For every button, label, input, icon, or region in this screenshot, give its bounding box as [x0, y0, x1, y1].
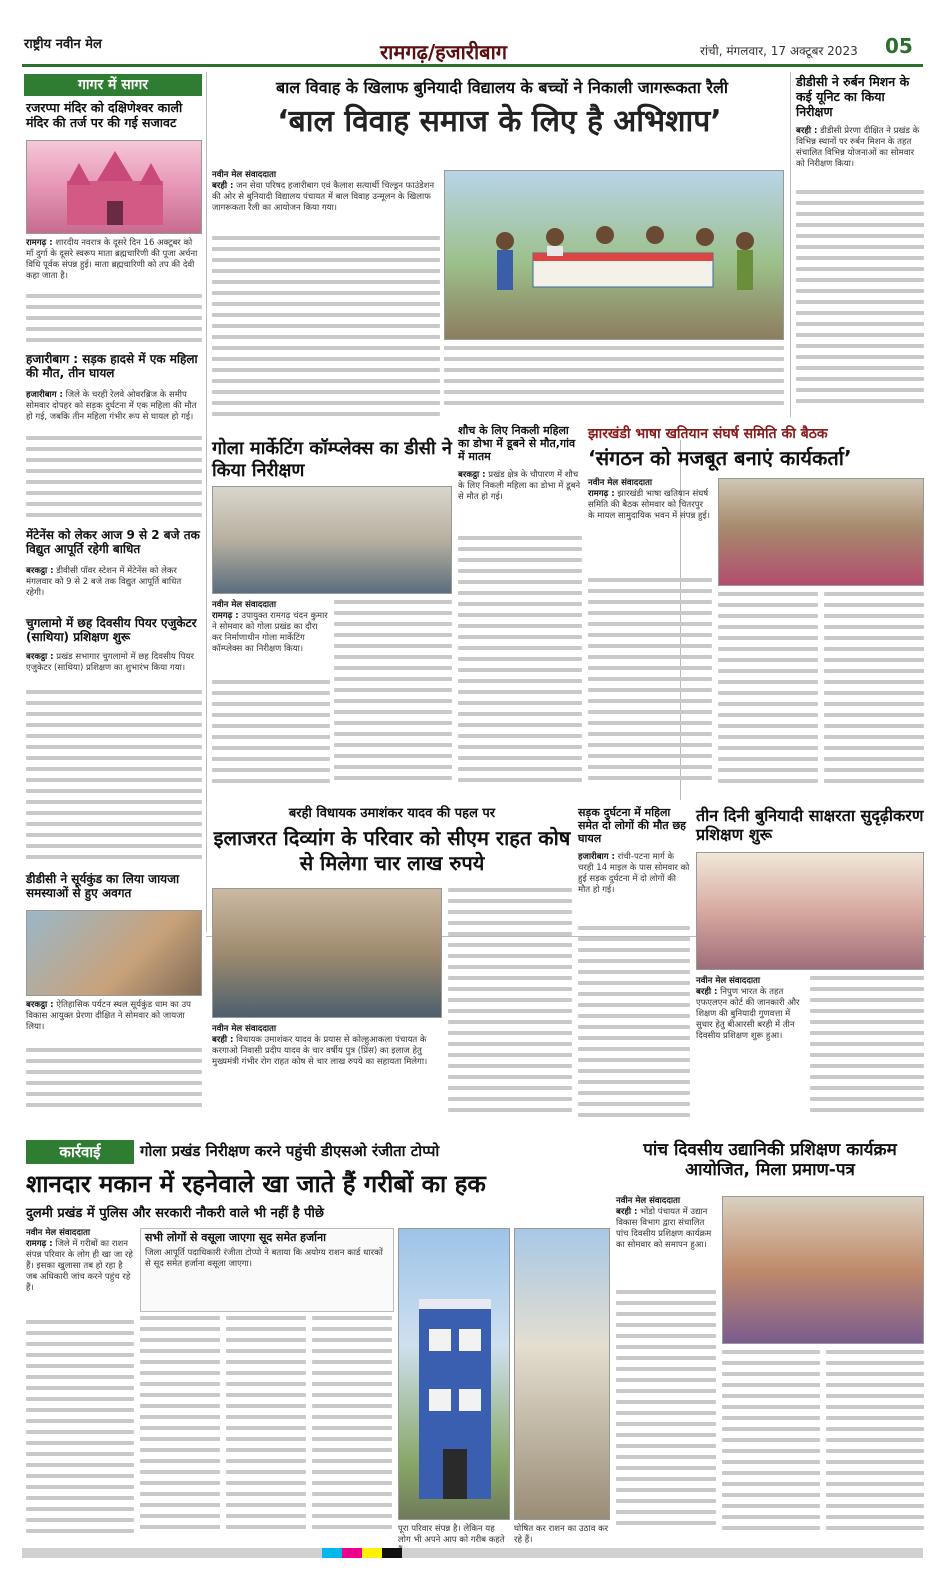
- dateline: रांची, मंगलवार, 17 अक्टूबर 2023: [700, 44, 858, 58]
- story-headline: चुगलामो में छह दिवसीय पियर एजुकेटर (साथिया) प्रशिक्षण शुरू: [26, 616, 197, 645]
- ddc-headline: डीडीसी ने रुर्बन मिशन के कई यूनिट का किया निरीक्षण: [796, 74, 910, 119]
- lead-text: जन सेवा परिषद हजारीबाग एवं कैलाश सत्यार्थी चिल्ड्रन फाउंडेशन की ओर से बुनियादी विद्यालय पंचायत में बाल विवाह उन्मूलन के खिलाफ जागरूकता रैली का आयोजन किया गया।: [212, 181, 435, 213]
- text-lines: [334, 600, 452, 796]
- story-text: प्रखंड सभागार चुगलामो में छह दिवसीय पियर एजुकेटर (साथिया) प्रशिक्षण का शुभारंभ किया गया।: [26, 652, 194, 673]
- shauch-body: [458, 470, 582, 530]
- house-photo-2: [514, 1228, 610, 1520]
- jharkhandi-kicker: झारखंडी भाषा खतियान संघर्ष समिति की बैठक: [588, 426, 828, 442]
- story-headline: रजरप्पा मंदिर को दक्षिणेश्वर काली मंदिर की तर्ज पर की गई सजावट: [26, 100, 183, 130]
- text-lines: [26, 436, 202, 524]
- lead-dateline: बरही :: [212, 181, 234, 191]
- text-lines: [578, 926, 690, 1128]
- text-lines: [26, 294, 202, 348]
- text-lines: [588, 578, 712, 796]
- jharkhandi-body: [588, 478, 712, 574]
- text-lines: [212, 680, 330, 796]
- karwai-caption-2: घोषित कर राशन का उठाव कर रहे हैं।: [514, 1524, 609, 1545]
- karwai-subhead: दुलमी प्रखंड में पुलिस और सरकारी नौकरी वाले भी नहीं है पीछे: [26, 1206, 324, 1221]
- masthead-rule: [22, 64, 923, 67]
- barhi-headline: इलाजरत दिव्यांग के परिवार को सीएम राहत कोष से मिलेगा चार लाख रुपये: [213, 826, 571, 875]
- accident-headline: सड़क दुर्घटना में महिला समेत दो लोगों की मौत छह घायल: [578, 806, 687, 846]
- karwai-dateline: रामगढ़ :: [26, 1239, 53, 1249]
- house-photo-1: [398, 1228, 510, 1520]
- surykund-photo: [26, 910, 202, 996]
- karwai-tag: कार्रवाई: [26, 1140, 134, 1164]
- jharkhandi-dateline: रामगढ़ :: [588, 489, 615, 499]
- lead-kicker: बाल विवाह के खिलाफ बुनियादी विद्यालय के बच्चों ने निकाली जागरूकता रैली: [275, 78, 729, 97]
- text-lines: [140, 1316, 220, 1542]
- cheque-photo: [212, 888, 442, 1018]
- text-lines: [824, 592, 924, 796]
- literacy-text: निपुण भारत के तहत एफएलएन कोर्ट की जानकारी और शिक्षण की बुनियादी गुणवत्ता में सुधार हेतु बीआरसी बरही में तीन दिवसीय प्रशिक्षण शुरू हुआ।: [696, 987, 800, 1041]
- karwai-byline: नवीन मेल संवाददाता: [26, 1228, 91, 1238]
- text-lines: [810, 976, 924, 1128]
- column-divider: [790, 72, 791, 417]
- temple-photo: [26, 140, 202, 234]
- karwai-headline: शानदार मकान में रहनेवाले खा जाते हैं गरीबों का हक: [26, 1170, 486, 1198]
- house-illustration: [399, 1229, 511, 1521]
- rally-photo: [444, 170, 784, 340]
- jharkhandi-text: झारखंडी भाषा खतियान संघर्ष समिति की बैठक सोमवार को चितरपुर के मायल सामुदायिक भवन में संपन्न हुई।: [588, 489, 710, 521]
- gola-headline: गोला मार्केटिंग कॉम्प्लेक्स का डीसी ने किया निरीक्षण: [212, 438, 452, 481]
- text-lines: [312, 1316, 392, 1542]
- accident-dateline: हजारीबाग :: [578, 852, 615, 862]
- jharkhandi-byline: नवीन मेल संवाददाता: [588, 478, 653, 488]
- horticulture-dateline: बरही :: [616, 1207, 638, 1217]
- literacy-byline: नवीन मेल संवाददाता: [696, 976, 761, 986]
- text-lines: [26, 1320, 134, 1540]
- jharkhandi-headline: ‘संगठन को मजबूत बनाएं कार्यकर्ता’: [588, 446, 852, 470]
- barhi-byline: नवीन मेल संवाददाता: [212, 1024, 277, 1034]
- barhi-kicker: बरही विधायक उमाशंकर यादव की पहल पर: [288, 806, 496, 821]
- story-body: [26, 566, 202, 610]
- karwai-kicker: गोला प्रखंड निरीक्षण करने पहुंची डीएसओ रंजीता टोप्पो: [140, 1142, 440, 1160]
- story-headline: मेंटेनेंस को लेकर आज 9 से 2 बजे तक विद्युत आपूर्ति रहेगी बाधित: [26, 528, 200, 557]
- ddc-text: डीडीसी प्रेरणा दीक्षित ने प्रखंड के विभिन्न स्थानों पर रुर्बन मिशन के तहत संचालित विभिन्न योजनाओं का सोमवार को निरीक्षण किया।: [796, 126, 920, 169]
- story-text: डीवीसी पॉवर स्टेशन में मेंटेनेंस को लेकर मंगलवार को 9 से 2 बजे तक विद्युत आपूर्ति बाधित रहेगी।: [26, 566, 182, 598]
- story-dateline: रामगढ़ :: [26, 238, 53, 248]
- text-lines: [826, 1350, 924, 1540]
- karwai-box: [140, 1228, 394, 1312]
- gola-dateline: रामगढ़ :: [212, 611, 239, 621]
- karwai-box-headline: सभी लोगों से वसूला जाएगा सूद समेत हर्जाना: [145, 1231, 326, 1244]
- story-dateline: बरकट्ठा :: [26, 1000, 54, 1010]
- story-text: जिले के चरही रेलवे ओवरब्रिज के समीप सोमवार दोपहर को सड़क दुर्घटना में एक महिला की मौत हो गई, जबकि तीन महिला गंभीर रूप से घायल हो गई।: [26, 390, 197, 422]
- story-text: ऐतिहासिक पर्यटन स्थल सूर्यकुंड धाम का उप विकास आयुक्त प्रेरणा दीक्षित ने सोमवार को जायजा लिया।: [26, 1000, 192, 1032]
- print-registration-band: [22, 1548, 923, 1558]
- shauch-text: प्रखंड क्षेत्र के चौपारण में शौच के लिए निकली महिला का डोभा में डूबने से मौत हो गई।: [458, 470, 581, 502]
- ddc-body: [796, 126, 924, 186]
- text-lines: [616, 1290, 716, 1540]
- shauch-headline: शौच के लिए निकली महिला का डोभा में डूबने से मौत,गांव में मातम: [458, 424, 576, 464]
- accident-body: [578, 852, 690, 922]
- barhi-text: विधायक उमाशंकर यादव के प्रयास से कोल्हुआकला पंचायत के करगाओ निवासी प्रदीप यादव के चार वर्षीय पुत्र (प्रिंस) का इलाज हेतु मुख्यमंत्री गंभीर रोग राहत कोष से चार लाख रुपये का सहायता मिलेगा।: [212, 1035, 428, 1067]
- story-body: [26, 652, 202, 686]
- story-dateline: हजारीबाग :: [26, 390, 63, 400]
- barhi-dateline: बरही :: [212, 1035, 234, 1045]
- literacy-headline: तीन दिनी बुनियादी साक्षरता सुदृढ़ीकरण प्रशिक्षण शुरू: [696, 806, 924, 845]
- literacy-dateline: बरही :: [696, 987, 718, 997]
- shauch-dateline: बरकट्ठा :: [458, 470, 486, 480]
- literacy-body: [696, 976, 804, 1128]
- text-lines: [718, 592, 818, 796]
- newspaper-logo: राष्ट्रीय नवीन मेल: [24, 37, 102, 52]
- meeting-photo: [718, 478, 924, 586]
- horticulture-headline: पांच दिवसीय उद्यानिकी प्रशिक्षण कार्यक्रम आयोजित, मिला प्रमाण-पत्र: [643, 1140, 897, 1181]
- gola-byline: नवीन मेल संवाददाता: [212, 600, 277, 610]
- gola-text: उपायुक्त रामगढ़ चंदन कुमार ने सोमवार को गोला प्रखंड का दौरा कर निर्माणाधीन गोला मार्केटिंग कॉम्प्लेक्स का निरीक्षण किया।: [212, 611, 328, 654]
- accident-text: रांची-पटना मार्ग के चरही 14 माइल के पास सोमवार को हुई सड़क दुर्घटना में दो लोगों की मौत हो गई।: [578, 852, 690, 895]
- story-text: शारदीय नवरात्र के दूसरे दिन 16 अक्टूबर को माँ दुर्गा के दूसरे स्वरूप माता ब्रह्मचारिणी की पूजा अर्चना विधि पूर्वक संपन्न हुई। माता ब्रह्मचारिणी को तप की देवी कहा जाता है।: [26, 238, 198, 281]
- training-photo: [696, 852, 924, 970]
- page-number: 05: [885, 34, 913, 58]
- text-lines: [444, 346, 784, 422]
- text-lines: [796, 190, 924, 416]
- certificate-photo: [722, 1196, 924, 1344]
- story-dateline: बरकट्ठा :: [26, 652, 54, 662]
- horticulture-text: भोंडो पंचायत में उद्यान विकास विभाग द्वारा संचालित पांच दिवसीय प्रशिक्षण कार्यक्रम का सोमवार को समापन हुआ।: [616, 1207, 712, 1250]
- section-title: रामगढ़/हजारीबाग: [380, 40, 508, 64]
- column-divider: [206, 72, 207, 932]
- text-lines: [448, 888, 572, 1128]
- rally-illustration: [445, 171, 785, 341]
- story-body: [26, 1000, 202, 1044]
- inspection-photo: [212, 486, 452, 594]
- text-lines: [26, 1048, 202, 1120]
- text-lines: [722, 1350, 820, 1540]
- text-lines: [26, 690, 202, 866]
- story-headline: डीडीसी ने सूर्यकुंड का लिया जायजा समस्याओं से हुए अवगत: [26, 872, 180, 901]
- karwai-text: जिले में गरीबों का राशन संपन्न परिवार के लोग ही खा जा रहे हैं। इसका खुलासा तब हो रहा है जब अधिकारी जांच करने पहुंच रहे हैं।: [26, 1239, 133, 1293]
- karwai-box-text: जिला आपूर्ति पदाधिकारी रंजीता टोप्पो ने बताया कि अयोग्य राशन कार्ड धारकों से सूद समेत हर्जाना वसूला जाएगा।: [145, 1248, 383, 1270]
- horticulture-byline: नवीन मेल संवाददाता: [616, 1196, 681, 1206]
- temple-illustration: [27, 141, 203, 235]
- story-dateline: बरकट्ठा :: [26, 566, 54, 576]
- section-band: गागर में सागर: [24, 74, 202, 96]
- barhi-body: [212, 1024, 442, 1128]
- story-body: [26, 390, 202, 432]
- karwai-caption: पूरा परिवार संपन्न है। लेकिन यह लोग भी अपने आप को गरीब कहते: [398, 1524, 505, 1545]
- ddc-dateline: बरही :: [796, 126, 818, 136]
- text-lines: [458, 536, 582, 796]
- lead-byline: नवीन मेल संवाददाता: [212, 170, 277, 180]
- text-lines: [226, 1316, 306, 1542]
- text-lines: [212, 236, 440, 424]
- story-headline: हजारीबाग : सड़क हादसे में एक महिला की मौत, तीन घायल: [26, 352, 198, 381]
- lead-headline: ‘बाल विवाह समाज के लिए है अभिशाप’: [277, 104, 722, 139]
